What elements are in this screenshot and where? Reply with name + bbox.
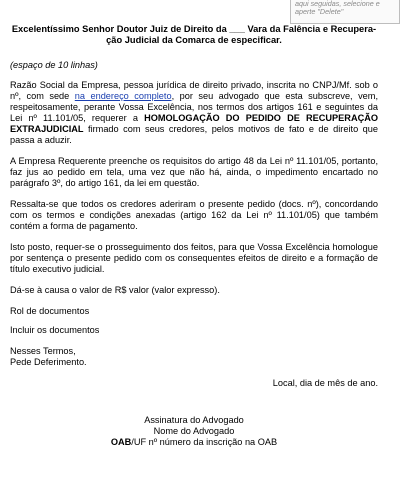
documents-roll: Rol de documentos [10, 306, 90, 316]
intro-text-start: Razão Social da Empresa, pessoa jurídica de direito privado, inscrita no CNPJ/Mf. sob o nº, com sede [10, 80, 378, 101]
intro-text-end: firmado com seus credores, pelos motivos de fato e de direito que passa a aduzir. [10, 124, 378, 145]
signature-line: Assinatura do Advogado [144, 415, 244, 425]
address-link[interactable]: na endereço completo [74, 91, 172, 101]
instruction-note-line2: aperte "Delete" [295, 7, 344, 17]
closing-line2: Pede Deferimento. [10, 357, 87, 367]
spacing-note: (espaço de 10 linhas) [10, 60, 98, 70]
instruction-note-line1: aqui seguidas, selecione e [295, 0, 380, 8]
oab-detail: /UF nº número da inscrição na OAB [131, 437, 278, 447]
paragraph-creditors: Ressalta-se que todos os credores aderiram o presente pedido (docs. nº), concordando com os termos e condições anexadas (artigo 162 da Lei nº 11.101/05) que também contém a forma de pagamento. [10, 199, 378, 231]
paragraph-intro [10, 80, 378, 146]
paragraph-case-value: Dá-se à causa o valor de R$ valor (valor expresso). [10, 285, 220, 295]
documents-include: Incluir os documentos [10, 325, 100, 335]
closing-line1: Nesses Termos, [10, 346, 76, 356]
place-date: Local, dia de mês de ano. [272, 378, 378, 388]
oab-number [10, 437, 378, 448]
petition-document [10, 24, 378, 448]
title-line1: Excelentíssimo Senhor Doutor Juiz de Direito da ___ Vara da Falência e Recupera- [11, 24, 377, 34]
intro-text-middle: , por seu advogado que esta subscreve, vem, respeitosamente, perante Vossa Excelência, nos termos dos artigos 161 e seguintes da Lei nº 11.101/05, requerer a [10, 91, 379, 123]
paragraph-request: Isto posto, requer-se o prosseguimento dos feitos, para que Vossa Excelência homologue por sentença o presente pedido com os consequentes efeitos de direito e a formação de título executivo judicial. [10, 242, 378, 274]
lawyer-name: Nome do Advogado [153, 426, 235, 436]
signature-block [10, 415, 378, 448]
title-line2: ção Judicial da Comarca de especificar. [106, 35, 282, 45]
instruction-note [290, 0, 400, 24]
oab-label: OAB [110, 437, 132, 447]
petition-title [10, 24, 378, 46]
intro-request-bold: HOMOLOGAÇÃO DO PEDIDO DE RECUPERAÇÃO EXTRAJUDICIAL [10, 113, 378, 134]
paragraph-requirements: A Empresa Requerente preenche os requisitos do artigo 48 da Lei nº 11.101/05, portanto, faz jus ao pedido em tela, uma vez que não há, ainda, o impedimento encartado no parágrafo 3º, do artigo 161, da lei em questão. [10, 156, 378, 188]
